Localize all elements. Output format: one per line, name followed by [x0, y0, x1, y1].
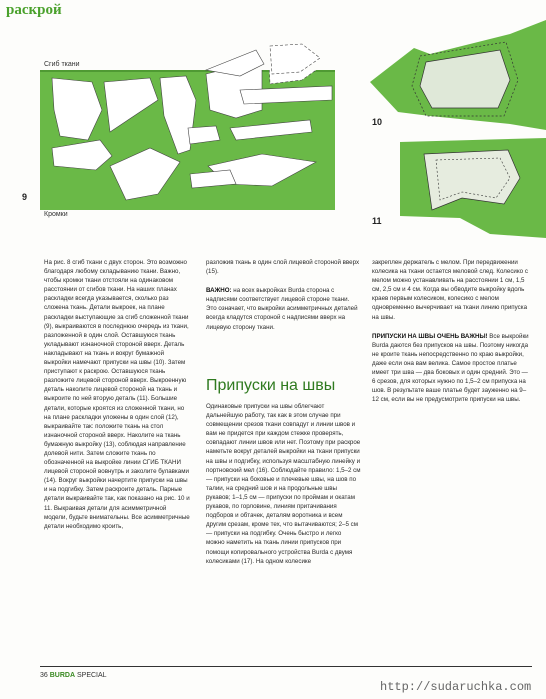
edition: SPECIAL	[76, 672, 107, 679]
text-column-3	[372, 258, 532, 407]
figure-11-illustration	[400, 138, 546, 238]
important-text: на всех выкройках Burda сторона с надписями соответствует лицевой стороне ткани. Это означает, что выкройки асимметричных деталей всегда кладутся стороной с надписями вверх на лицевую сторону ткани.	[206, 287, 358, 331]
important-label: ВАЖНО:	[206, 287, 232, 295]
footer-rule	[40, 666, 532, 667]
fold-label: Сгиб ткани	[44, 61, 80, 68]
text-column-2	[206, 258, 361, 335]
selvage-label: Кромки	[44, 211, 68, 218]
important-note	[206, 286, 361, 331]
page-number: 36	[40, 672, 48, 679]
footer	[40, 672, 107, 679]
pattern-piece-outside	[206, 50, 264, 76]
text-column-2-body	[206, 402, 361, 664]
figure-9-outside-pieces	[200, 42, 330, 82]
figure-11-number: 11	[372, 216, 382, 226]
seam-note	[372, 332, 532, 405]
paragraph: разложив ткань в один слой лицевой стороной вверх (15).	[206, 259, 360, 276]
brand-name: BURDA	[49, 672, 76, 679]
figure-9-number: 9	[22, 192, 28, 202]
figure-9-layout	[40, 70, 335, 210]
paragraph: Одинаковые припуски на швы облегчают дальнейшую работу, так как в этом случае при совмещении срезов ткани совпадут и линии швов и вам не придется при каждом стежке проверять, совпадают линии швов или нет. Поэтому при раскрое наметьте вокруг деталей выкройки на ткани припуски на швы и подгибку, используя масштабную линейку и портновский мел (16). Соблюдайте правило: 1,5–2 см — припуски на боковые и плечевые швы, на шов по талии, на средний шов и на продольные швы рукавов; 1–1,5 см — припуски по проймам и окатам рукавов, по горловине, линиям притачивания подборов и обтачек, деталям воротника и всем другим срезам, кроме тех, что вытачиваются; 2–5 см — припуски на подгибку. Очень быстро и легко можно наметить на ткань линии припусков при помощи копировального устройства Burda с двумя колесиками (17). На одном колесике	[206, 403, 361, 565]
figure-10-number: 10	[372, 117, 383, 127]
pattern-piece-outside	[270, 44, 320, 74]
seam-note-label: ПРИПУСКИ НА ШВЫ ОЧЕНЬ ВАЖНЫ!	[372, 332, 488, 340]
page-header-title: раскрой	[6, 2, 62, 18]
paragraph: закреплен держатель с мелом. При передвижении колесика на ткани остается меловой след. Колесико с мелом можно устанавливать на расстоянии 1 см, 1,5 см, 2,5 см и 4 см. Когда вы обводите выкройку вдоль краев первым колесиком, колесико с мелом одновременно вычерчивает на ткани линию припуска на швы.	[372, 259, 528, 321]
text-column-1	[44, 258, 191, 656]
paragraph: На рис. 8 сгиб ткани с двух сторон. Это возможно благодаря любому складыванию ткани. Важно, чтобы кромки ткани отстояли на одинаковом расстоянии от сгибов ткани. На наших планах раскладки всегда указывается, сколько раз сложена ткань. Детали выкроек, на плане раскладки выступающие за сгиб сложенной ткани (9), выкраиваются в последнюю очередь из ткани, разложенной в один слой. Оставшуюся ткань укладывают изнаночной стороной вверх. Деталь накладывают на ткань и вокруг бумажной выкройки намечают припуски на швы (10). Затем приступают к раскрою. Оставшуюся ткань разложите лицевой стороной вверх. Выкроенную деталь наколите лицевой стороной на ткань и выкроите по ней вторую деталь (11). Большие детали, которые кроятся из сложенной ткани, но на плане раскладки уложены в один слой (12), выкраивайте так: положите ткань на стол изнаночной стороной вверх. Наколите на ткань бумажную выкройку (13), соблюдая направление долевой нити. Затем сложите ткань по обозначенной на выкройке линии СГИБ ТКАНИ лицевой стороной вовнутрь и заколите булавками (14). Вокруг выкройки начертите припуски на швы и на подгибку. Затем раскроите деталь. Парные детали выкраивайте так, как показано на рис. 10 и 11. Выкраивая детали для асимметричной модели, будьте внимательны. Все асимметричные детали необходимо кроить,	[44, 259, 190, 530]
figure-10-illustration	[370, 20, 546, 130]
section-title: Припуски на швы	[206, 377, 336, 394]
seam-note-text: Все выкройки Burda даются без припусков на швы. Поэтому никогда не кроите ткань непосредственно по краю выкройки, даже если она вам велика. Самое простое платье имеет три шва — два боковых и один средний. Это — 6 срезов, для которых нужно по 1,5–2 см припуска на шов. В результате ваше платье будет зауженно на 9–12 см, если вы не предусмотрите припуски на швы.	[372, 332, 529, 404]
watermark: http://sudaruchka.com	[380, 680, 532, 694]
